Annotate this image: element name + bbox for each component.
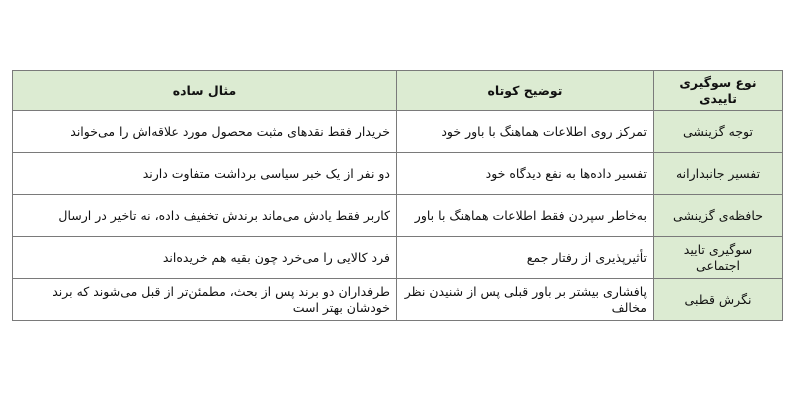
bias-type-cell: توجه گزینشی: [654, 111, 783, 153]
table-header-row: [13, 71, 783, 111]
table-row: [13, 153, 783, 195]
description-cell: پافشاری بیشتر بر باور قبلی پس از شنیدن نظر مخالف: [397, 279, 654, 321]
example-cell: دو نفر از یک خبر سیاسی برداشت متفاوت دارند: [13, 153, 397, 195]
example-cell: فرد کالایی را می‌خرد چون بقیه هم خریده‌اند: [13, 237, 397, 279]
description-cell: تمرکز روی اطلاعات هماهنگ با باور خود: [397, 111, 654, 153]
header-short-description: توضیح کوتاه: [397, 71, 654, 111]
header-bias-type: نوع سوگیری تاییدی: [654, 71, 783, 111]
bias-type-cell: نگرش قطبی: [654, 279, 783, 321]
description-cell: تأثیرپذیری از رفتار جمع: [397, 237, 654, 279]
table-row: [13, 111, 783, 153]
bias-type-cell: حافظه‌ی گزینشی: [654, 195, 783, 237]
example-cell: کاربر فقط یادش می‌ماند برندش تخفیف داده، نه تاخیر در ارسال: [13, 195, 397, 237]
description-cell: تفسیر داده‌ها به نفع دیدگاه خود: [397, 153, 654, 195]
example-cell: خریدار فقط نقدهای مثبت محصول مورد علاقه‌اش را می‌خواند: [13, 111, 397, 153]
header-simple-example: مثال ساده: [13, 71, 397, 111]
bias-type-cell: تفسیر جانبدارانه: [654, 153, 783, 195]
example-cell: طرفداران دو برند پس از بحث، مطمئن‌تر از قبل می‌شوند که برند خودشان بهتر است: [13, 279, 397, 321]
bias-type-cell: سوگیری تایید اجتماعی: [654, 237, 783, 279]
table-row: [13, 195, 783, 237]
table-row: [13, 279, 783, 321]
description-cell: به‌خاطر سپردن فقط اطلاعات هماهنگ با باور: [397, 195, 654, 237]
table-row: [13, 237, 783, 279]
confirmation-bias-table: [12, 70, 783, 321]
